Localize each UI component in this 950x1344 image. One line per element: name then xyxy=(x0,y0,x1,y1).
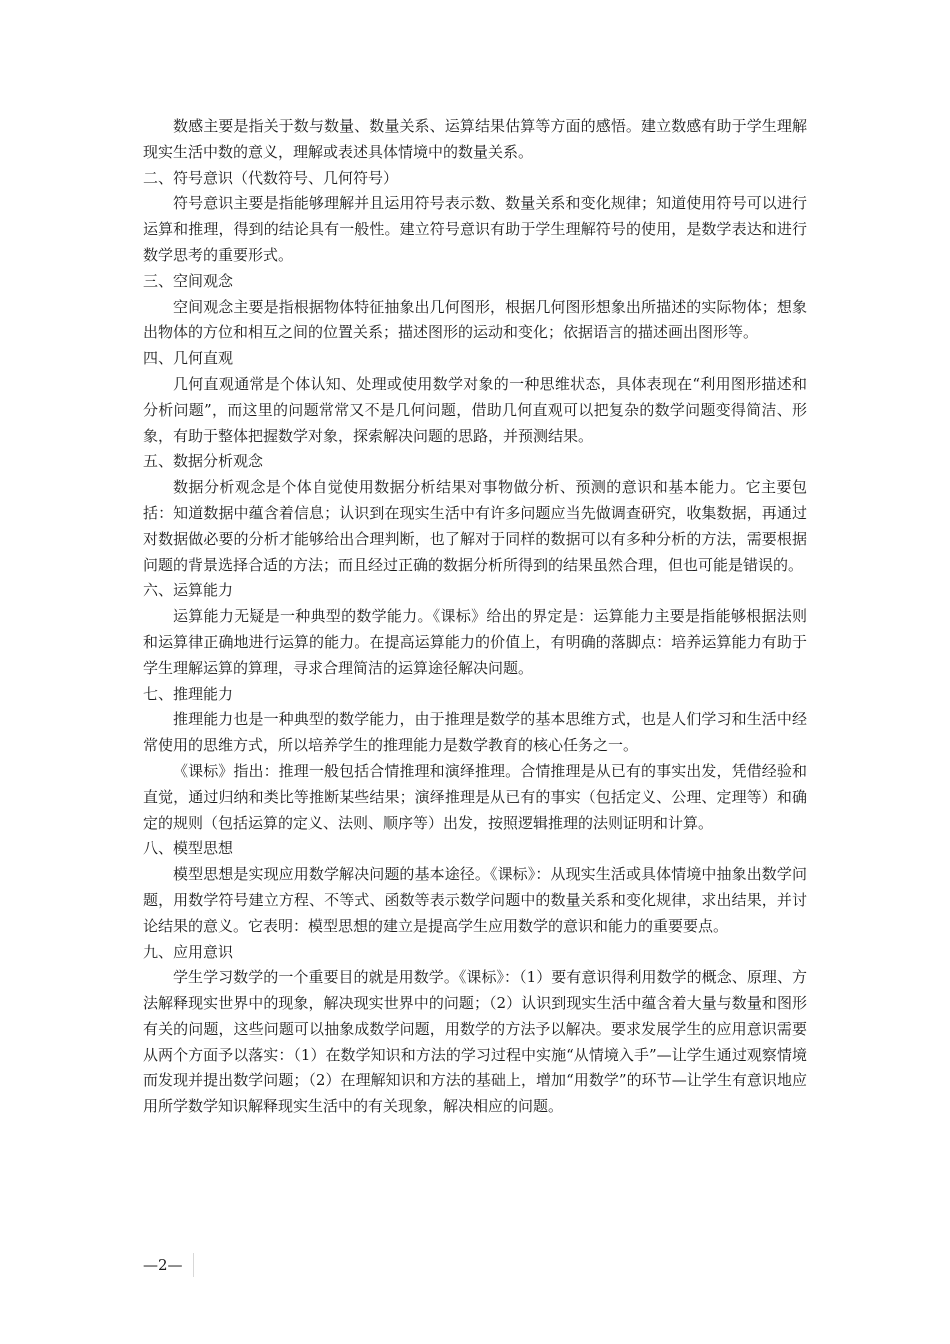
paragraph: 几何直观通常是个体认知、处理或使用数学对象的一种思维状态，具体表现在“利用图形描述和分析问题”，而这里的问题常常又不是几何问题，借助几何直观可以把复杂的数学问题变得简洁、形象，有助于整体把握数学对象，探索解决问题的思路，并预测结果。 xyxy=(143,374,807,445)
paragraph: 学生学习数学的一个重要目的就是用数学。《课标》：（1）要有意识得利用数学的概念、原理、方法解释现实世界中的现象，解决现实世界中的问题；（2）认识到现实生活中蕴含着大量与数量和图形有关的问题，这些问题可以抽象成数学问题，用数学的方法予以解决。要求发展学生的应用意识需要从两个方面予以落实：（1）在数学知识和方法的学习过程中实施“从情境入手”—让学生通过观察情境而发现并提出数学问题；（2）在理解知识和方法的基础上，增加“用数学”的环节—让学生有意识地应用所学数学知识解释现实生活中的有关现象，解决相应的问题。 xyxy=(143,968,807,1116)
section-heading: 八、模型思想 xyxy=(143,839,234,858)
paragraph: 符号意识主要是指能够理解并且运用符号表示数、数量关系和变化规律；知道使用符号可以进行运算和推理，得到的结论具有一般性。建立符号意识有助于学生理解符号的使用，是数学表达和进行数学思考的重要形式。 xyxy=(143,194,807,264)
section-heading: 三、空间观念 xyxy=(143,271,234,290)
paragraph: 空间观念主要是指根据物体特征抽象出几何图形，根据几何图形想象出所描述的实际物体；想象出物体的方位和相互之间的位置关系；描述图形的运动和变化；依据语言的描述画出图形等。 xyxy=(143,297,807,342)
section-heading: 五、数据分析观念 xyxy=(143,452,264,471)
paragraph: 推理能力也是一种典型的数学能力，由于推理是数学的基本思维方式，也是人们学习和生活中经常使用的思维方式，所以培养学生的推理能力是数学教育的核心任务之一。 xyxy=(143,710,807,755)
page-footer xyxy=(143,1250,194,1280)
page-number: —2— xyxy=(143,1256,183,1274)
paragraph: 模型思想是实现应用数学解决问题的基本途径。《课标》：从现实生活或具体情境中抽象出数学问题，用数学符号建立方程、不等式、函数等表示数学问题中的数量关系和变化规律，求出结果，并讨论结果的意义。它表明：模型思想的建立是提高学生应用数学的意识和能力的重要要点。 xyxy=(143,865,807,935)
paragraph: 数据分析观念是个体自觉使用数据分析结果对事物做分析、预测的意识和基本能力。它主要包括：知道数据中蕴含着信息；认识到在现实生活中有许多问题应当先做调查研究，收集数据，再通过对数据做必要的分析才能够给出合理判断，也了解对于同样的数据可以有多种分析的方法，需要根据问题的背景选择合适的方法；而且经过正确的数据分析所得到的结果虽然合理，但也可能是错误的。 xyxy=(143,478,807,574)
footer-divider xyxy=(193,1253,194,1277)
paragraph: 数感主要是指关于数与数量、数量关系、运算结果估算等方面的感悟。建立数感有助于学生理解现实生活中数的意义，理解或表述具体情境中的数量关系。 xyxy=(143,117,807,161)
section-heading: 七、推理能力 xyxy=(143,684,234,703)
paragraph: 运算能力无疑是一种典型的数学能力。《课标》给出的界定是：运算能力主要是指能够根据法则和运算律正确地进行运算的能力。在提高运算能力的价值上，有明确的落脚点：培养运算能力有助于学生理解运算的算理，寻求合理简洁的运算途径解决问题。 xyxy=(143,607,807,677)
section-heading: 九、应用意识 xyxy=(143,942,234,961)
section-heading: 六、运算能力 xyxy=(143,581,234,600)
section-heading: 四、几何直观 xyxy=(143,349,234,368)
paragraph: 《课标》指出：推理一般包括合情推理和演绎推理。合情推理是从已有的事实出发，凭借经验和直觉，通过归纳和类比等推断某些结果；演绎推理是从已有的事实（包括定义、公理、定理等）和确定的规则（包括运算的定义、法则、顺序等）出发，按照逻辑推理的法则证明和计算。 xyxy=(143,761,807,832)
section-heading: 二、符号意识（代数符号、几何符号） xyxy=(143,168,399,187)
document-body xyxy=(143,114,807,1120)
